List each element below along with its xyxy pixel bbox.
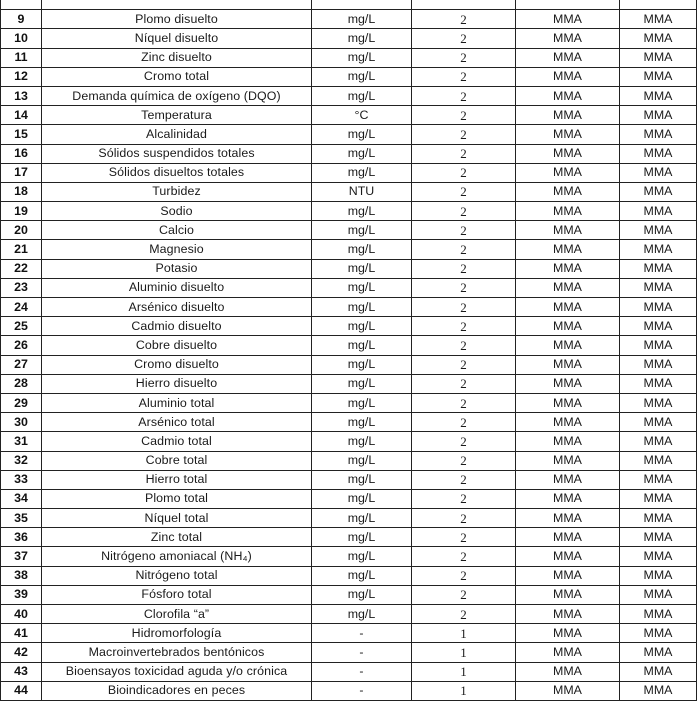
cell-responsible-b: MMA bbox=[620, 10, 697, 29]
cell-unit: mg/L bbox=[312, 67, 412, 86]
cell-responsible-a: MMA bbox=[516, 202, 620, 221]
table-row bbox=[1, 163, 697, 182]
cell-unit: - bbox=[312, 624, 412, 643]
cell-frequency: 2 bbox=[412, 125, 516, 144]
cell-responsible-b: MMA bbox=[620, 547, 697, 566]
cell-parameter: Níquel total bbox=[42, 509, 312, 528]
cell-number: 26 bbox=[1, 336, 42, 355]
cell-parameter: Sólidos disueltos totales bbox=[42, 163, 312, 182]
cell-parameter: Demanda química de oxígeno (DQO) bbox=[42, 86, 312, 105]
cell-number: 11 bbox=[1, 48, 42, 67]
cell-parameter: Arsénico total bbox=[42, 413, 312, 432]
cell-responsible-b: MMA bbox=[620, 240, 697, 259]
cell-frequency: 2 bbox=[412, 221, 516, 240]
cell-responsible-b: MMA bbox=[620, 681, 697, 700]
cell-number bbox=[1, 0, 42, 10]
cell-responsible-a: MMA bbox=[516, 528, 620, 547]
cell-number: 24 bbox=[1, 298, 42, 317]
cell-parameter: Cromo disuelto bbox=[42, 355, 312, 374]
cell-unit: mg/L bbox=[312, 29, 412, 48]
table-row-partial bbox=[1, 0, 697, 10]
cell-responsible-b: MMA bbox=[620, 29, 697, 48]
cell-responsible-a: MMA bbox=[516, 509, 620, 528]
parameters-table-body bbox=[1, 0, 697, 700]
cell-frequency: 2 bbox=[412, 240, 516, 259]
cell-responsible-a: MMA bbox=[516, 374, 620, 393]
cell-responsible-a: MMA bbox=[516, 393, 620, 412]
table-row bbox=[1, 413, 697, 432]
cell-frequency: 2 bbox=[412, 163, 516, 182]
cell-responsible-a: MMA bbox=[516, 355, 620, 374]
cell-responsible-b bbox=[620, 0, 697, 10]
table-row bbox=[1, 451, 697, 470]
cell-parameter: Plomo disuelto bbox=[42, 10, 312, 29]
cell-frequency: 2 bbox=[412, 278, 516, 297]
cell-unit: mg/L bbox=[312, 432, 412, 451]
cell-responsible-a: MMA bbox=[516, 10, 620, 29]
cell-unit: mg/L bbox=[312, 528, 412, 547]
cell-unit: mg/L bbox=[312, 144, 412, 163]
cell-responsible-b: MMA bbox=[620, 451, 697, 470]
cell-responsible-b: MMA bbox=[620, 48, 697, 67]
cell-unit: mg/L bbox=[312, 355, 412, 374]
cell-responsible-b: MMA bbox=[620, 125, 697, 144]
cell-unit: mg/L bbox=[312, 489, 412, 508]
cell-responsible-a: MMA bbox=[516, 336, 620, 355]
cell-responsible-b: MMA bbox=[620, 317, 697, 336]
cell-number: 16 bbox=[1, 144, 42, 163]
cell-responsible-b: MMA bbox=[620, 605, 697, 624]
cell-responsible-a: MMA bbox=[516, 125, 620, 144]
cell-responsible-b: MMA bbox=[620, 336, 697, 355]
cell-parameter: Cadmio disuelto bbox=[42, 317, 312, 336]
cell-unit: - bbox=[312, 662, 412, 681]
cell-responsible-b: MMA bbox=[620, 106, 697, 125]
cell-responsible-b: MMA bbox=[620, 566, 697, 585]
cell-unit: mg/L bbox=[312, 240, 412, 259]
cell-frequency: 2 bbox=[412, 67, 516, 86]
cell-parameter: Bioensayos toxicidad aguda y/o crónica bbox=[42, 662, 312, 681]
table-row bbox=[1, 48, 697, 67]
table-row bbox=[1, 278, 697, 297]
table-row bbox=[1, 624, 697, 643]
cell-frequency: 2 bbox=[412, 566, 516, 585]
cell-frequency: 2 bbox=[412, 393, 516, 412]
cell-number: 19 bbox=[1, 202, 42, 221]
table-row bbox=[1, 605, 697, 624]
cell-responsible-a: MMA bbox=[516, 624, 620, 643]
cell-parameter: Bioindicadores en peces bbox=[42, 681, 312, 700]
cell-number: 17 bbox=[1, 163, 42, 182]
cell-frequency: 2 bbox=[412, 10, 516, 29]
cell-parameter: Calcio bbox=[42, 221, 312, 240]
cell-parameter: Níquel disuelto bbox=[42, 29, 312, 48]
cell-frequency: 1 bbox=[412, 643, 516, 662]
cell-number: 10 bbox=[1, 29, 42, 48]
cell-responsible-b: MMA bbox=[620, 662, 697, 681]
cell-frequency: 2 bbox=[412, 605, 516, 624]
table-row bbox=[1, 489, 697, 508]
cell-parameter: Zinc total bbox=[42, 528, 312, 547]
cell-responsible-b: MMA bbox=[620, 413, 697, 432]
cell-unit: mg/L bbox=[312, 547, 412, 566]
cell-responsible-b: MMA bbox=[620, 528, 697, 547]
cell-frequency: 2 bbox=[412, 144, 516, 163]
table-row bbox=[1, 374, 697, 393]
cell-parameter: Cobre disuelto bbox=[42, 336, 312, 355]
cell-number: 9 bbox=[1, 10, 42, 29]
table-row bbox=[1, 317, 697, 336]
cell-responsible-a: MMA bbox=[516, 259, 620, 278]
cell-frequency: 2 bbox=[412, 451, 516, 470]
cell-responsible-b: MMA bbox=[620, 259, 697, 278]
cell-frequency: 2 bbox=[412, 259, 516, 278]
cell-frequency: 2 bbox=[412, 182, 516, 201]
cell-responsible-b: MMA bbox=[620, 355, 697, 374]
cell-parameter: Cobre total bbox=[42, 451, 312, 470]
cell-unit: °C bbox=[312, 106, 412, 125]
cell-parameter: Cadmio total bbox=[42, 432, 312, 451]
cell-number: 15 bbox=[1, 125, 42, 144]
cell-responsible-a bbox=[516, 0, 620, 10]
cell-unit: mg/L bbox=[312, 566, 412, 585]
table-row bbox=[1, 643, 697, 662]
table-row bbox=[1, 10, 697, 29]
cell-number: 32 bbox=[1, 451, 42, 470]
cell-responsible-b: MMA bbox=[620, 585, 697, 604]
cell-parameter: Hidromorfología bbox=[42, 624, 312, 643]
cell-unit: mg/L bbox=[312, 10, 412, 29]
cell-frequency: 2 bbox=[412, 509, 516, 528]
cell-parameter: Nitrógeno total bbox=[42, 566, 312, 585]
cell-parameter: Clorofila “a” bbox=[42, 605, 312, 624]
cell-frequency: 2 bbox=[412, 48, 516, 67]
table-row bbox=[1, 125, 697, 144]
cell-unit: mg/L bbox=[312, 48, 412, 67]
cell-unit: NTU bbox=[312, 182, 412, 201]
cell-responsible-a: MMA bbox=[516, 298, 620, 317]
cell-responsible-b: MMA bbox=[620, 624, 697, 643]
cell-frequency: 2 bbox=[412, 202, 516, 221]
cell-unit: mg/L bbox=[312, 221, 412, 240]
cell-responsible-b: MMA bbox=[620, 221, 697, 240]
cell-unit: mg/L bbox=[312, 278, 412, 297]
table-row bbox=[1, 509, 697, 528]
cell-parameter: Turbidez bbox=[42, 182, 312, 201]
cell-responsible-b: MMA bbox=[620, 67, 697, 86]
cell-unit: mg/L bbox=[312, 336, 412, 355]
cell-frequency: 2 bbox=[412, 317, 516, 336]
cell-number: 18 bbox=[1, 182, 42, 201]
cell-frequency: 2 bbox=[412, 547, 516, 566]
cell-parameter: Hierro disuelto bbox=[42, 374, 312, 393]
cell-frequency: 2 bbox=[412, 470, 516, 489]
table-row bbox=[1, 106, 697, 125]
cell-unit: mg/L bbox=[312, 86, 412, 105]
cell-unit: - bbox=[312, 681, 412, 700]
cell-responsible-a: MMA bbox=[516, 413, 620, 432]
cell-frequency: 2 bbox=[412, 355, 516, 374]
cell-responsible-a: MMA bbox=[516, 317, 620, 336]
cell-responsible-b: MMA bbox=[620, 144, 697, 163]
cell-responsible-a: MMA bbox=[516, 163, 620, 182]
cell-frequency bbox=[412, 0, 516, 10]
cell-unit: mg/L bbox=[312, 605, 412, 624]
cell-responsible-a: MMA bbox=[516, 106, 620, 125]
cell-unit: mg/L bbox=[312, 585, 412, 604]
table-row bbox=[1, 67, 697, 86]
cell-responsible-a: MMA bbox=[516, 470, 620, 489]
cell-responsible-b: MMA bbox=[620, 278, 697, 297]
cell-number: 37 bbox=[1, 547, 42, 566]
table-row bbox=[1, 566, 697, 585]
cell-number: 30 bbox=[1, 413, 42, 432]
cell-parameter: Temperatura bbox=[42, 106, 312, 125]
cell-frequency: 1 bbox=[412, 624, 516, 643]
table-row bbox=[1, 355, 697, 374]
cell-parameter: Aluminio disuelto bbox=[42, 278, 312, 297]
cell-parameter: Hierro total bbox=[42, 470, 312, 489]
cell-responsible-a: MMA bbox=[516, 29, 620, 48]
table-row bbox=[1, 259, 697, 278]
cell-parameter: Macroinvertebrados bentónicos bbox=[42, 643, 312, 662]
cell-responsible-b: MMA bbox=[620, 470, 697, 489]
table-row bbox=[1, 240, 697, 259]
cell-parameter: Plomo total bbox=[42, 489, 312, 508]
cell-number: 12 bbox=[1, 67, 42, 86]
cell-parameter: Sólidos suspendidos totales bbox=[42, 144, 312, 163]
cell-parameter: Aluminio total bbox=[42, 393, 312, 412]
cell-responsible-a: MMA bbox=[516, 67, 620, 86]
cell-number: 14 bbox=[1, 106, 42, 125]
cell-responsible-a: MMA bbox=[516, 240, 620, 259]
table-row bbox=[1, 528, 697, 547]
cell-unit: mg/L bbox=[312, 509, 412, 528]
cell-responsible-b: MMA bbox=[620, 86, 697, 105]
cell-unit: mg/L bbox=[312, 202, 412, 221]
cell-unit: mg/L bbox=[312, 317, 412, 336]
cell-responsible-a: MMA bbox=[516, 566, 620, 585]
cell-frequency: 1 bbox=[412, 662, 516, 681]
cell-unit: mg/L bbox=[312, 470, 412, 489]
cell-responsible-b: MMA bbox=[620, 298, 697, 317]
cell-number: 33 bbox=[1, 470, 42, 489]
table-row bbox=[1, 86, 697, 105]
cell-responsible-b: MMA bbox=[620, 489, 697, 508]
cell-parameter: Zinc disuelto bbox=[42, 48, 312, 67]
cell-number: 23 bbox=[1, 278, 42, 297]
cell-number: 27 bbox=[1, 355, 42, 374]
cell-number: 34 bbox=[1, 489, 42, 508]
cell-frequency: 2 bbox=[412, 489, 516, 508]
cell-frequency: 2 bbox=[412, 413, 516, 432]
cell-number: 40 bbox=[1, 605, 42, 624]
cell-responsible-a: MMA bbox=[516, 547, 620, 566]
cell-parameter: Alcalinidad bbox=[42, 125, 312, 144]
table-row bbox=[1, 336, 697, 355]
cell-responsible-a: MMA bbox=[516, 643, 620, 662]
cell-responsible-b: MMA bbox=[620, 182, 697, 201]
table-row bbox=[1, 470, 697, 489]
cell-number: 31 bbox=[1, 432, 42, 451]
cell-number: 38 bbox=[1, 566, 42, 585]
cell-responsible-a: MMA bbox=[516, 86, 620, 105]
cell-unit: mg/L bbox=[312, 259, 412, 278]
table-row bbox=[1, 202, 697, 221]
cell-unit: mg/L bbox=[312, 451, 412, 470]
cell-responsible-a: MMA bbox=[516, 605, 620, 624]
cell-unit bbox=[312, 0, 412, 10]
cell-frequency: 2 bbox=[412, 432, 516, 451]
cell-responsible-b: MMA bbox=[620, 432, 697, 451]
cell-frequency: 1 bbox=[412, 681, 516, 700]
cell-number: 42 bbox=[1, 643, 42, 662]
cell-parameter: Arsénico disuelto bbox=[42, 298, 312, 317]
cell-responsible-a: MMA bbox=[516, 221, 620, 240]
cell-unit: mg/L bbox=[312, 393, 412, 412]
cell-number: 21 bbox=[1, 240, 42, 259]
cell-responsible-a: MMA bbox=[516, 489, 620, 508]
cell-unit: - bbox=[312, 643, 412, 662]
cell-frequency: 2 bbox=[412, 106, 516, 125]
cell-responsible-a: MMA bbox=[516, 451, 620, 470]
cell-unit: mg/L bbox=[312, 374, 412, 393]
cell-parameter: Cromo total bbox=[42, 67, 312, 86]
cell-responsible-a: MMA bbox=[516, 585, 620, 604]
cell-parameter: Sodio bbox=[42, 202, 312, 221]
cell-number: 25 bbox=[1, 317, 42, 336]
cell-number: 36 bbox=[1, 528, 42, 547]
cell-number: 28 bbox=[1, 374, 42, 393]
cell-frequency: 2 bbox=[412, 585, 516, 604]
cell-responsible-a: MMA bbox=[516, 182, 620, 201]
cell-responsible-a: MMA bbox=[516, 48, 620, 67]
cell-responsible-a: MMA bbox=[516, 278, 620, 297]
table-row bbox=[1, 432, 697, 451]
cell-parameter: Potasio bbox=[42, 259, 312, 278]
table-row bbox=[1, 662, 697, 681]
cell-unit: mg/L bbox=[312, 298, 412, 317]
cell-frequency: 2 bbox=[412, 528, 516, 547]
table-row bbox=[1, 144, 697, 163]
cell-number: 22 bbox=[1, 259, 42, 278]
table-row bbox=[1, 29, 697, 48]
cell-number: 29 bbox=[1, 393, 42, 412]
cell-frequency: 2 bbox=[412, 336, 516, 355]
cell-number: 44 bbox=[1, 681, 42, 700]
cell-responsible-b: MMA bbox=[620, 374, 697, 393]
cell-number: 39 bbox=[1, 585, 42, 604]
cell-number: 13 bbox=[1, 86, 42, 105]
cell-responsible-b: MMA bbox=[620, 393, 697, 412]
cell-frequency: 2 bbox=[412, 298, 516, 317]
cell-number: 20 bbox=[1, 221, 42, 240]
cell-responsible-a: MMA bbox=[516, 144, 620, 163]
table-row bbox=[1, 298, 697, 317]
cell-responsible-a: MMA bbox=[516, 432, 620, 451]
cell-parameter: Fósforo total bbox=[42, 585, 312, 604]
cell-parameter: Nitrógeno amoniacal (NH₄) bbox=[42, 547, 312, 566]
table-row bbox=[1, 547, 697, 566]
cell-frequency: 2 bbox=[412, 29, 516, 48]
cell-responsible-b: MMA bbox=[620, 202, 697, 221]
table-row bbox=[1, 393, 697, 412]
cell-unit: mg/L bbox=[312, 413, 412, 432]
cell-unit: mg/L bbox=[312, 163, 412, 182]
cell-responsible-b: MMA bbox=[620, 163, 697, 182]
cell-responsible-b: MMA bbox=[620, 509, 697, 528]
cell-responsible-b: MMA bbox=[620, 643, 697, 662]
cell-responsible-a: MMA bbox=[516, 681, 620, 700]
cell-parameter bbox=[42, 0, 312, 10]
cell-responsible-a: MMA bbox=[516, 662, 620, 681]
cell-number: 41 bbox=[1, 624, 42, 643]
table-row bbox=[1, 221, 697, 240]
cell-unit: mg/L bbox=[312, 125, 412, 144]
table-row bbox=[1, 585, 697, 604]
cell-frequency: 2 bbox=[412, 86, 516, 105]
cell-parameter: Magnesio bbox=[42, 240, 312, 259]
cell-number: 35 bbox=[1, 509, 42, 528]
cell-frequency: 2 bbox=[412, 374, 516, 393]
table-row bbox=[1, 182, 697, 201]
cell-number: 43 bbox=[1, 662, 42, 681]
